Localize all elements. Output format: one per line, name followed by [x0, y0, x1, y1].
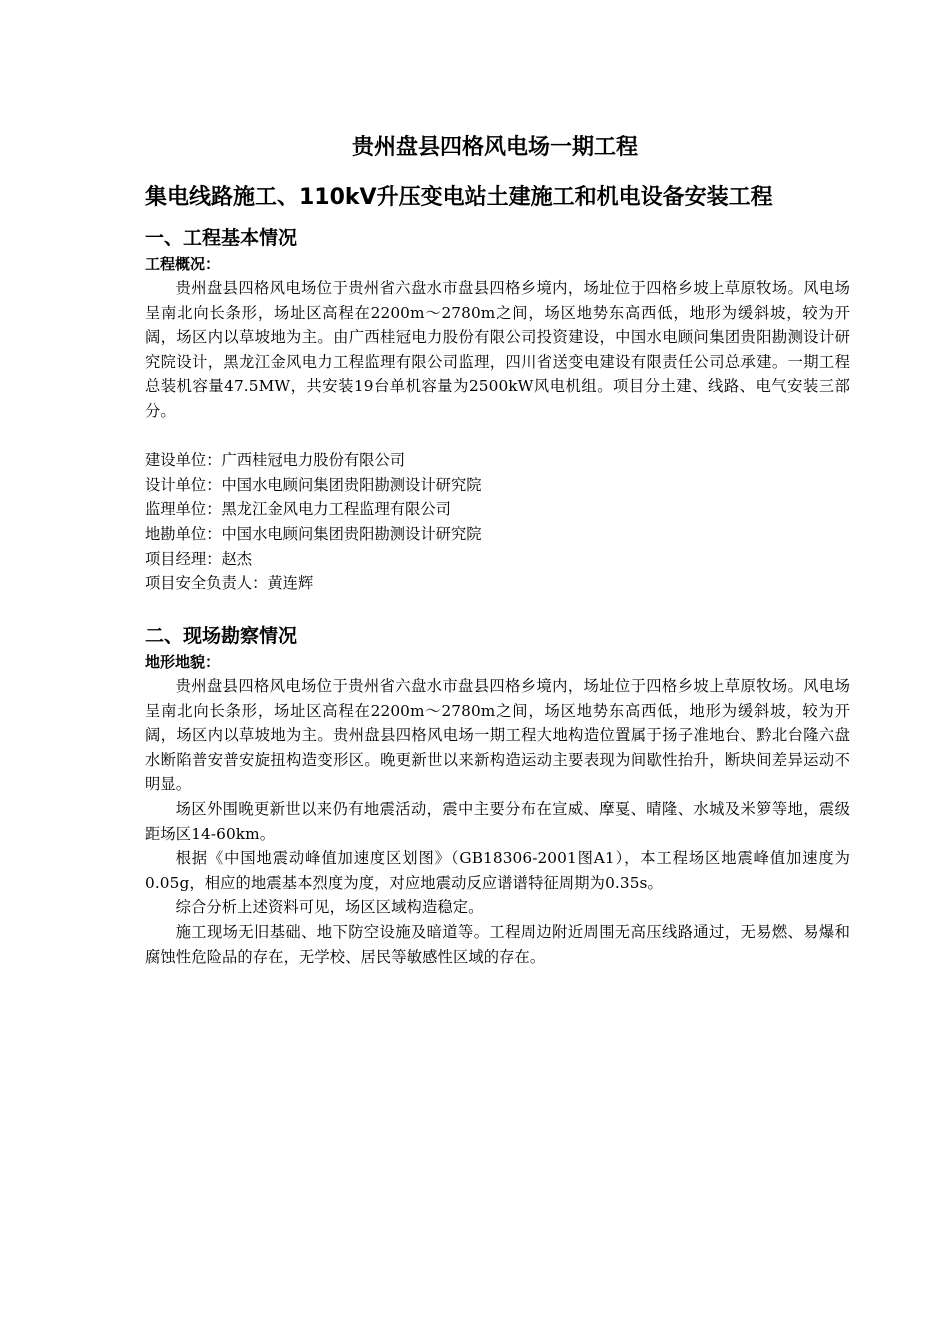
section2-paragraph: 根据《中国地震动峰值加速度区划图》（GB18306-2001图A1），本工程场区地震峰值加速度为0.05g，相应的地震基本烈度为度，对应地震动反应谱谱特征周期为0.35s。: [145, 849, 850, 892]
document-title: 贵州盘县四格风电场一期工程: [351, 135, 638, 160]
section-basic-info: [145, 224, 850, 596]
document-subtitle: 集电线路施工、110kV升压变电站土建施工和机电设备安装工程: [145, 185, 773, 210]
section2-heading: 二、现场勘察情况: [145, 625, 298, 647]
info-line-design-unit: 设计单位：中国水电顾问集团贵阳勘测设计研究院: [145, 475, 482, 494]
info-line-project-manager: 项目经理：赵杰: [145, 549, 253, 568]
info-line-supervision-unit: 监理单位：黑龙江金风电力工程监理有限公司: [145, 500, 451, 519]
section2-subheading: 地形地貌：: [145, 653, 221, 671]
info-line-construction-unit: 建设单位：广西桂冠电力股份有限公司: [145, 451, 406, 470]
info-line-safety-officer: 项目安全负责人：黄连辉: [145, 574, 314, 593]
section2-paragraph: 综合分析上述资料可见，场区区域构造稳定。: [175, 898, 484, 917]
section1-paragraph: 贵州盘县四格风电场位于贵州省六盘水市盘县四格乡境内，场址位于四格乡坡上草原牧场。风电场呈南北向长条形，场址区高程在2200m～2780m之间，场区地势东高西低，地形为缓斜坡，较为开阔，场区内以草坡地为主。由广西桂冠电力股份有限公司投资建设，中国水电顾问集团贵阳勘测设计研究院设计，黑龙江金风电力工程监理有限公司监理，四川省送变电建设有限责任公司总承建。一期工程总装机容量47.5MW，共安装19台单机容量为2500kW风电机组。项目分土建、线路、电气安装三部分。: [145, 279, 850, 420]
section2-paragraph: 贵州盘县四格风电场位于贵州省六盘水市盘县四格乡境内，场址位于四格乡坡上草原牧场。风电场呈南北向长条形，场址区高程在2200m～2780m之间，场区地势东高西低，地形为缓斜坡，较为开阔，场区内以草坡地为主。贵州盘县四格风电场一期工程大地构造位置属于扬子准地台、黔北台隆六盘水断陷普安普安旋扭构造变形区。晚更新世以来新构造运动主要表现为间歇性抬升，断块间差异运动不明显。: [145, 677, 850, 794]
section-site-survey: [145, 622, 850, 969]
section1-subheading: 工程概况：: [145, 255, 221, 273]
section2-paragraph: 施工现场无旧基础、地下防空设施及暗道等。工程周边附近周围无高压线路通过，无易燃、易爆和腐蚀性危险品的存在，无学校、居民等敏感性区域的存在。: [145, 922, 850, 966]
section2-paragraph: 场区外围晚更新世以来仍有地震活动，震中主要分布在宣威、摩戛、晴隆、水城及米箩等地，震级距场区14-60km。: [145, 799, 850, 843]
info-line-survey-unit: 地勘单位：中国水电顾问集团贵阳勘测设计研究院: [145, 524, 482, 543]
section1-heading: 一、工程基本情况: [145, 227, 298, 249]
